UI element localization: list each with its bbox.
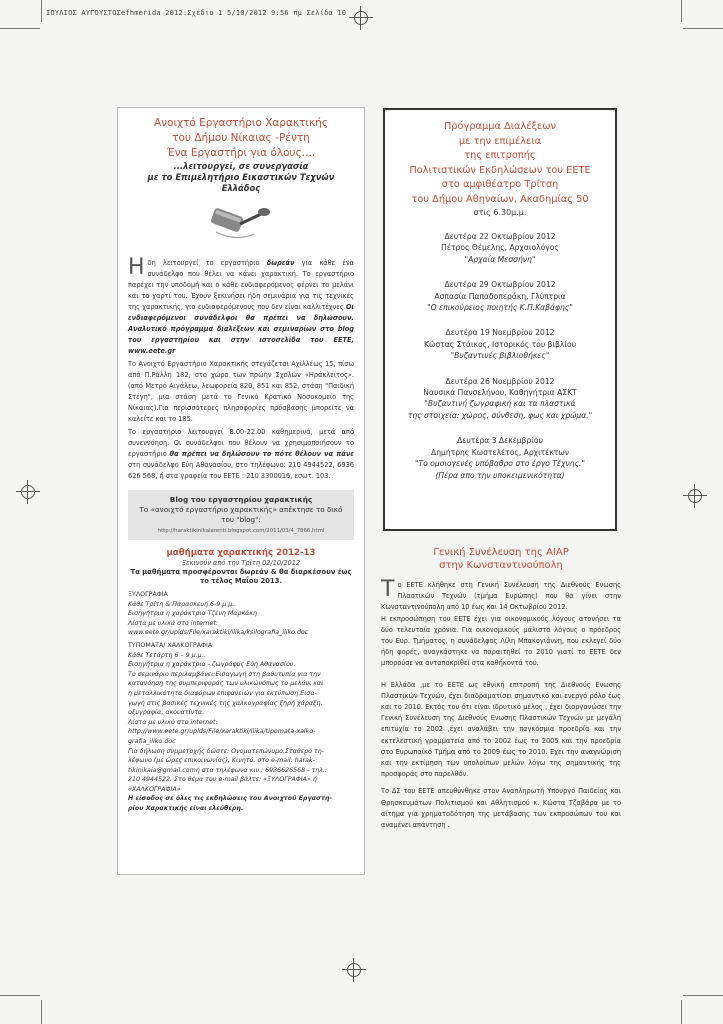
- lecture-date: Δευτέρα 19 Νοεμβρίου 2012: [445, 328, 555, 338]
- workshop-article: [117, 107, 365, 875]
- registration-mark: [16, 480, 40, 504]
- course-line: κατανόηση της συμπεριφοράς των υλικώνόπως το μελάνι και: [128, 680, 324, 688]
- course-line: οξυγραφία, ακουατίντα.: [128, 709, 205, 717]
- lecture-speaker: Ασπασία Παπαδοπεράκη, Γλύπτρια: [434, 291, 566, 301]
- courses-title: μαθήματα χαρακτικής 2012-13: [166, 548, 316, 558]
- lecture-entry: [393, 327, 607, 361]
- course-line: γωγή στις βασικές τεχνικές της χαλκογραφίας ξηρή χάραξη,: [128, 699, 323, 707]
- engraving-roller-icon: [206, 204, 276, 244]
- course-line: λέφωνο (με ώρες επικοινωνίας), Κινητό, στο e-mail: harak-: [128, 757, 315, 765]
- crop-mark: [0, 28, 40, 29]
- course-line: 210 4944522. Στο θέμα του e-mail βάλτε: «ΞΥΛΟΓΡΑΦΙΑ» ή: [128, 776, 317, 784]
- lecture-speaker: Κώστας Στάικος, Ιστορικός του βιβλίου: [424, 339, 576, 349]
- blog-title: Blog του εργαστηρίου χαρακτικής: [169, 495, 313, 504]
- workshop-title: Ανοιχτό Εργαστήριο Χαρακτικής του Δήμου Νίκαιας -Ρέντη Ένα Εργαστήρι για όλους....: [154, 117, 328, 159]
- paragraph: Η Ελλάδα ,με το ΕΕΤΕ ως εθνική επιτροπή της Διεθνούς Ενωσης Πλαστικών Τεχνών, έχει διαδραματίσει σημαντικό και ενεργό ρόλο έως και το 2010. Εκτός του ότι είναι ιδρυτικό μέλος , έχει διοργανώσει την Γενική Συνέλευση της Διεθνούς Ενωσης Πλαστικών Τεχνών με μεγάλη επιτυχία το 2002 ,έχει αναλάβει την παγκόσμια προεδρία και την εκτελεστική γραμματεία από το 2002 έως το 2005 και την προεδρία στο Ευρωπαϊκό Τμήμα από το 2009 έως το 2010. Εχει την αναγνώριση και την εκτίμηση των υπολοίπων μελών λόγω της σημαντικής της προσφοράς στο παρελθόν.: [381, 680, 621, 779]
- course-line: Το σεμινάριο περιλαμβάνει:Εισαγωγή στη βαθυτυπία για την: [128, 670, 321, 678]
- course-line: tikinikaia@gmail.comή στα τηλέφωνα κιν.: 6936626568 - τηλ.:: [128, 766, 328, 774]
- course-line: Εισηγήτρια η χαράκτρια - ζωγράφος Εύη Αθανασίου.: [128, 661, 296, 669]
- lecture-entry: [393, 279, 607, 313]
- registration-mark: [683, 484, 707, 508]
- course-line: Κάθε Τετάρτη 6 – 9 μ.μ..: [128, 651, 206, 659]
- print-slug: ΙΟΥΛΙΟΣ ΑΥΓΟΥΣΤΟΣefhmerida 2012:Σχέδιο 1 5/10/2012 9:56 πμ Σελίδα 10: [46, 9, 347, 17]
- programme-time: στις 6.30μ.μ.: [473, 208, 527, 217]
- course-line: Η είσοδος σε όλες τις εκδηλώσεις του Ανοιχτού Εργαστη-: [128, 795, 333, 803]
- paragraph: Το ΔΣ του ΕΕΤΕ απευθύνθηκε στον Αναπληρωτή Υπουργό Παιδείας και Θρησκευμάτων Πολιτισμού και Αθλητισμού κ. Κώστα Τζαβάρα με το αίτημα για χρηματοδότηση της μετάβασης των εκπροσώπων του και αναμένει απάντηση .: [381, 787, 621, 830]
- dropcap: Η: [128, 255, 145, 280]
- lecture-list: [393, 231, 607, 481]
- lecture-date: Δευτέρα 22 Οκτωβρίου 2012: [444, 232, 556, 241]
- dropcap: Τ: [381, 577, 395, 602]
- course-line: ρίου Χαρακτικής είναι ελεύθερη.: [128, 805, 244, 813]
- workshop-hours: Το εργαστήριο λειτουργεί 8.00-22.00 καθημερινά, μετά από συνεννόηση. Οι συνάδελφοι που θέλουν να χρησιμοποιήσουν το εργαστήριο θα πρέπει να δηλώσουν το πότε θέλουν να πάνε στη συνάδελφο Εύη Αθανασίου, στο τηλέφωνο: 210 4944522, 6936 626 568, ή στα γραφεία του ΕΕΤΕ : 210 3300016, εσωτ. 103.: [128, 428, 354, 480]
- course-line: http://www.eete.gr/uplds/File/xaraktiki/ilika/tipomata-xalko-: [128, 728, 316, 736]
- crop-mark: [681, 0, 682, 22]
- course-line: ΤΥΠΟΜΑΤΑ/ ΧΑΛΚΟΓΡΑΦΙΑ: [128, 641, 213, 649]
- workshop-location: Το Ανοιχτό Εργαστήριο Χαρακτικής στεγάζεται Αχιλλέως 15, πίσω από Π.Ράλλη 182, στο χώρο των πρώην Σχολών «Ηράκλειτος». (από Μετρό Αιγάλεω, λεωφορεία 820, 851 και 852, στάση "Παιδική Στέγη", μια στάση μετά το Γενικό Κρατικό Νοσοκομείο της Νίκαιας).Για περισσότερες πληροφορίες πρόσβασης μπορείτε να καλείτε και το 185.: [128, 360, 354, 423]
- general-assembly-body: [381, 577, 621, 831]
- courses-start: Ξεκινούν από την Τρίτη 02/10/2012: [181, 559, 301, 567]
- course-line: Για δήλωση συμμετοχής δώστε: Ονοματεπώνυμο,Σταθερό τη-: [128, 747, 325, 755]
- paragraph: Η εκπροσώπηση του ΕΕΤΕ έχει για οικονομικούς λόγους ατονήσει τα δύο τελευταία χρόνια. Για οικονομικούς μάλιστα λόγους ο πρόεδρος του Ευρ. Τμήματος, η συνάδελφος Λίλη Μπακογιάννη, που εκλεγεί δύο ήδη φορές, αναγκάστηκε να παραιτηθεί το 2010 γιατί το ΕΕΤΕ δεν μπορούσε να ανταποκριθεί στα καθήκοντά του.: [381, 614, 621, 668]
- crop-mark: [683, 995, 723, 996]
- lecture-speaker: Ναυσικά Πανσελήνου, Καθηγήτρια ΑΣΚΤ: [423, 388, 577, 398]
- lecture-extra: της στοιχεία: χώρος, σύνθεση, φως και χρώμα.": [407, 410, 593, 420]
- lecture-extra: (Πέρα απο την υποκειμενικότητα): [435, 470, 565, 480]
- crop-mark: [681, 1000, 682, 1024]
- programme-title: Πρόγραμμα Διαλέξεων με την επιμέλεια της επιτροπής Πολιτιστικών Εκδηλώσεων του ΕΕΤΕ στο αμφιθέατρο Τρίτση του Δήμου Αθηναίων, Ακαδημίας 50: [409, 121, 591, 205]
- lecture-programme: [383, 108, 617, 531]
- workshop-subtitle: ...λειτουργεί, σε συνεργασία: [173, 161, 309, 171]
- workshop-intro: Ηδη λειτουργεί το εργαστήριο δωρεάν για κάθε ένα συνάδελφο που θέλει να κάνει χαρακτική. Το εργαστήριο παρέχει την υποδομή και ο κάθε ενδιαφερόμενος φέρνει το μελάνι και το χαρτί του. Έχουν ξεκινήσει ήδη σεμινάρια για τις τεχνικές της χαρακτικής, για ενδιαφερόμενους που δεν είναι καλλιτέχνες.Οι ενδιαφερόμενοι συνάδελφοι θα πρέπει να δηλώσουν. Αναλυτικό πρόγραμμα διαλέξεων και σεμιναρίων στο blog του εργαστηρίου και στην ιστοσελίδα του ΕΕΤΕ, www.eete.gr: [128, 255, 354, 355]
- workshop-subtitle: με το Επιμελητήριο Εικαστικών Τεχνών Ελλάδος: [147, 172, 335, 193]
- lecture-date: Δευτέρα 29 Οκτωβρίου 2012: [444, 280, 556, 290]
- registration-mark: [342, 958, 366, 982]
- general-assembly-title: Γενική Συνέλευση της AIAP στην Κωνσταντινούπολη: [433, 547, 569, 571]
- course-line: η μεταλλικότητα διαφόρων επιφανειών για εκτύπωση.Εισα-: [128, 689, 317, 697]
- crop-mark: [683, 28, 723, 29]
- crop-mark: [0, 995, 40, 996]
- course-line: ΞΥΛΟΓΡΑΦΙΑ: [128, 591, 168, 598]
- lecture-topic: "Βυζαντινές βιβλιοθήκες": [450, 351, 550, 361]
- lecture-entry: [393, 231, 607, 265]
- course-line: «ΧΑΛΚΟΓΡΑΦΙΑ»: [128, 785, 181, 793]
- courses-note: Τα μαθήματα προσφέρονται δωρεάν & θα διαρκέσουν έως το τέλος Μαΐου 2013.: [130, 568, 352, 585]
- lecture-speaker: Δημήτρης Κωστελέτος, Αρχιτέκτων: [431, 447, 569, 457]
- lecture-date: Δευτέρα 26 Νοεμβρίου 2012: [445, 376, 555, 386]
- blog-text: Το «ανοιχτό εργαστήριο χαρακτικής» απέκτησε το δικό του "blog":: [139, 505, 343, 524]
- course-line: Κάθε Τρίτη & Παρασκευή 6-9 μ.μ..: [128, 600, 237, 608]
- blog-box: [128, 490, 354, 540]
- course-line: Εισηγήτρια η χαράκτρια Τζένη Μαρκάκη: [128, 610, 258, 618]
- blog-link[interactable]: http://haraktikinikaiarenti.blogspot.com/2011/03/4_7866.html: [157, 528, 325, 534]
- course-line: Λίστα με υλικό στο internet:: [128, 718, 218, 726]
- lecture-topic: "Το ομοιογενές υπόβαθρο στο έργο Τέχνης.": [415, 459, 585, 469]
- lecture-topic: "Βυζαντινή ζωγραφική και τα πλαστικά: [424, 399, 576, 409]
- lecture-date: Δευτέρα 3 Δεκεμβρίου: [457, 436, 543, 446]
- general-assembly-article: [381, 546, 621, 837]
- paragraph: Το ΕΕΤΕ κλήθηκε στη Γενική Συνέλευση της Διεθνούς Ενωσης Πλαστικών Τεχνών (τμήμα Ευρώπης) που θα γίνει στην Κωνσταντινούπολη από 10 έως και 14 Οκτωβρίου 2012.: [381, 577, 621, 612]
- registration-mark: [349, 6, 373, 30]
- lecture-topic: "Αρχαία Μεσσήνη": [464, 254, 536, 264]
- course-list: [128, 590, 354, 814]
- course-line: Λίστα με υλικά στο internet:: [128, 619, 218, 627]
- course-line: www.eete.gr/uplds/File/xaraktiki/ilika/ksilografia_iliko.doc: [128, 629, 309, 637]
- lecture-topic: "Ο επικούρειος ποιητής Κ.Π.Καβάφης": [427, 303, 573, 313]
- lecture-speaker: Πέτρος Θέμελης, Αρχαιολόγος: [441, 243, 559, 253]
- crop-mark: [41, 1000, 42, 1024]
- lecture-entry: [393, 435, 607, 481]
- lecture-entry: [393, 376, 607, 422]
- crop-mark: [41, 0, 42, 22]
- course-line: grafia_iliko.doc: [128, 737, 176, 745]
